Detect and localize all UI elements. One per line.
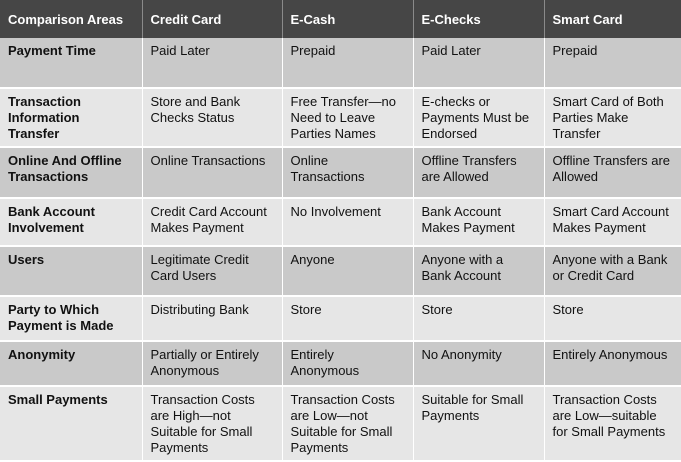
header-smart-card: Smart Card	[544, 0, 681, 38]
table-cell: No Anonymity	[413, 341, 544, 386]
table-cell: Store	[544, 296, 681, 341]
table-cell: Smart Card of Both Parties Make Transfer	[544, 88, 681, 147]
table-cell: E-checks or Payments Must be Endorsed	[413, 88, 544, 147]
table-cell: Suitable for Small Payments	[413, 386, 544, 461]
table-cell: No Involvement	[282, 198, 413, 246]
table-row	[0, 246, 681, 296]
table-cell: Entirely Anonymous	[282, 341, 413, 386]
table-cell: Store	[413, 296, 544, 341]
table-cell: Entirely Anonymous	[544, 341, 681, 386]
row-label: Anonymity	[0, 341, 142, 386]
table-row	[0, 341, 681, 386]
row-label: Transaction Information Transfer	[0, 88, 142, 147]
table-cell: Anyone	[282, 246, 413, 296]
table-cell: Distributing Bank	[142, 296, 282, 341]
row-label: Small Payments	[0, 386, 142, 461]
row-label: Party to Which Payment is Made	[0, 296, 142, 341]
header-row	[0, 0, 681, 38]
table-cell: Credit Card Account Makes Payment	[142, 198, 282, 246]
table-cell: Paid Later	[142, 38, 282, 88]
table-cell: Partially or Entirely Anonymous	[142, 341, 282, 386]
table-cell: Transaction Costs are Low—not Suitable for Small Payments	[282, 386, 413, 461]
table-row	[0, 38, 681, 88]
table-cell: Store and Bank Checks Status	[142, 88, 282, 147]
table-row	[0, 296, 681, 341]
header-e-cash: E-Cash	[282, 0, 413, 38]
row-label: Online And Offline Transactions	[0, 147, 142, 198]
table-cell: Free Transfer—no Need to Leave Parties Names	[282, 88, 413, 147]
table-cell: Anyone with a Bank or Credit Card	[544, 246, 681, 296]
table-cell: Transaction Costs are Low—suitable for Small Payments	[544, 386, 681, 461]
header-e-checks: E-Checks	[413, 0, 544, 38]
table-row	[0, 147, 681, 198]
table-cell: Smart Card Account Makes Payment	[544, 198, 681, 246]
table-cell: Prepaid	[282, 38, 413, 88]
header-credit-card: Credit Card	[142, 0, 282, 38]
table-cell: Online Transactions	[142, 147, 282, 198]
table-row	[0, 386, 681, 461]
table-cell: Legitimate Credit Card Users	[142, 246, 282, 296]
table-row	[0, 198, 681, 246]
header-comparison-areas: Comparison Areas	[0, 0, 142, 38]
row-label: Payment Time	[0, 38, 142, 88]
table-row	[0, 88, 681, 147]
table-cell: Prepaid	[544, 38, 681, 88]
table-cell: Bank Account Makes Payment	[413, 198, 544, 246]
table-cell: Offline Transfers are Allowed	[544, 147, 681, 198]
table-cell: Paid Later	[413, 38, 544, 88]
row-label: Bank Account Involvement	[0, 198, 142, 246]
table-cell: Anyone with a Bank Account	[413, 246, 544, 296]
table-cell: Transaction Costs are High—not Suitable for Small Payments	[142, 386, 282, 461]
table-cell: Store	[282, 296, 413, 341]
table-cell: Online Transactions	[282, 147, 413, 198]
table-cell: Offline Transfers are Allowed	[413, 147, 544, 198]
row-label: Users	[0, 246, 142, 296]
